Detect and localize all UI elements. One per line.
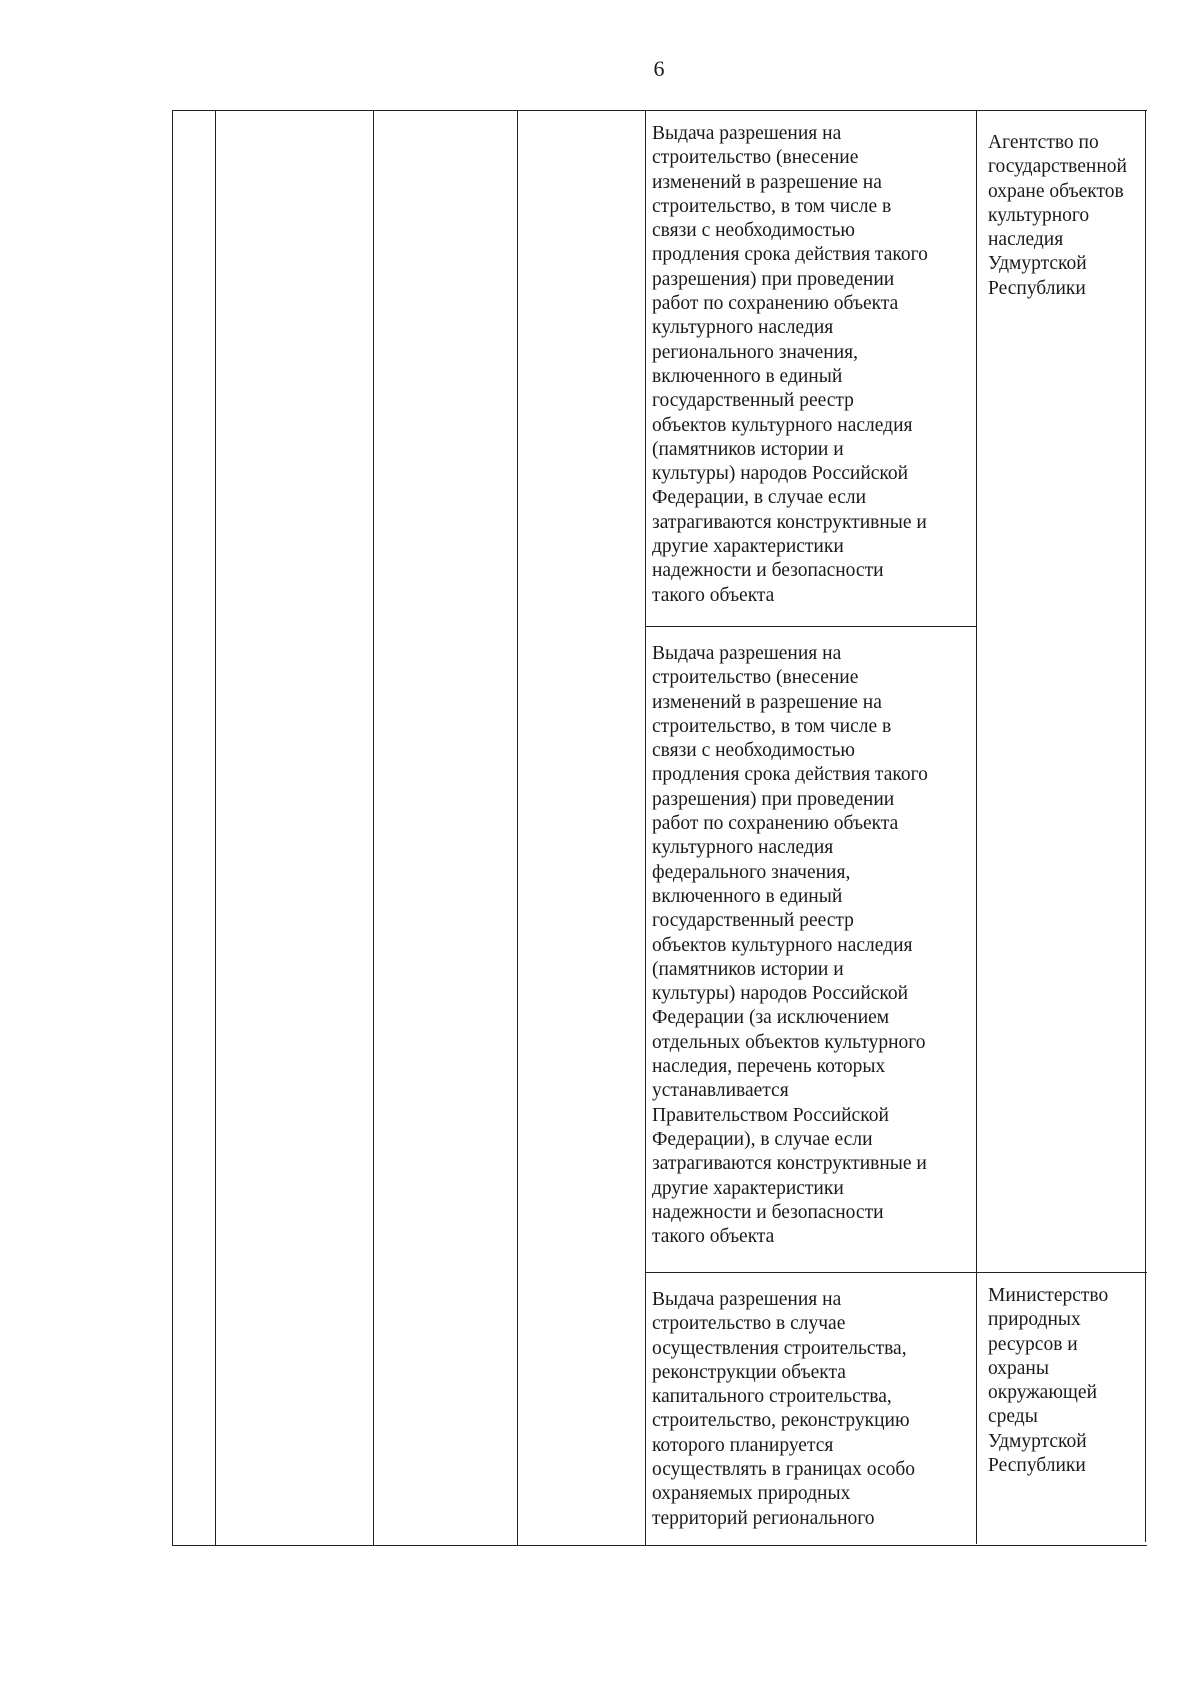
service-cell-row-1: Выдача разрешения на строительство (внесение изменений в разрешение на строительство, в том числе в связи с необходимостью продления срока действия такого разрешения) при проведении работ по сохранению объекта культурного наследия регионального значения, включенного в единый государственный реестр объектов культурного наследия (памятников истории и культуры) народов Российской Федерации, в случае если затрагиваются конструктивные и другие характеристики надежности и безопасности такого объекта [652, 123, 928, 606]
service-cell-row-3: Выдача разрешения на строительство в случае осуществления строительства, реконструкции объекта капитального строительства, строительство, реконструкцию которого планируется осуществлять в границах особо охраняемых природных территорий регионального [652, 1289, 916, 1529]
column-divider-1 [215, 110, 216, 1546]
table-border-left [172, 110, 173, 1546]
service-cell-row-2: Выдача разрешения на строительство (внесение изменений в разрешение на строительство, в том числе в связи с необходимостью продления срока действия такого разрешения) при проведении работ по сохранению объекта культурного наследия федерального значения, включенного в единый государственный реестр объектов культурного наследия (памятников истории и культуры) народов Российской Федерации (за исключением отдельных объектов культурного наследия, перечень которых устанавливается Правительством Российской Федерации), в случае если затрагиваются конструктивные и другие характеристики надежности и безопасности такого объекта [652, 643, 928, 1248]
column-divider-4 [645, 110, 646, 1546]
page-number: 6 [653, 56, 665, 81]
agency-cell-row-3: Министерство природных ресурсов и охраны окружающей среды Удмуртской Республики [988, 1285, 1109, 1477]
row-divider-1 [645, 626, 977, 627]
agency-cell-row-1: Агентство по государственной охране объектов культурного наследия Удмуртской Республики [988, 132, 1127, 299]
column-divider-3 [517, 110, 518, 1546]
table-border-top [172, 110, 1147, 111]
table-border-bottom [172, 1545, 1147, 1546]
row-divider-2 [645, 1272, 1147, 1273]
column-divider-2 [373, 110, 374, 1546]
